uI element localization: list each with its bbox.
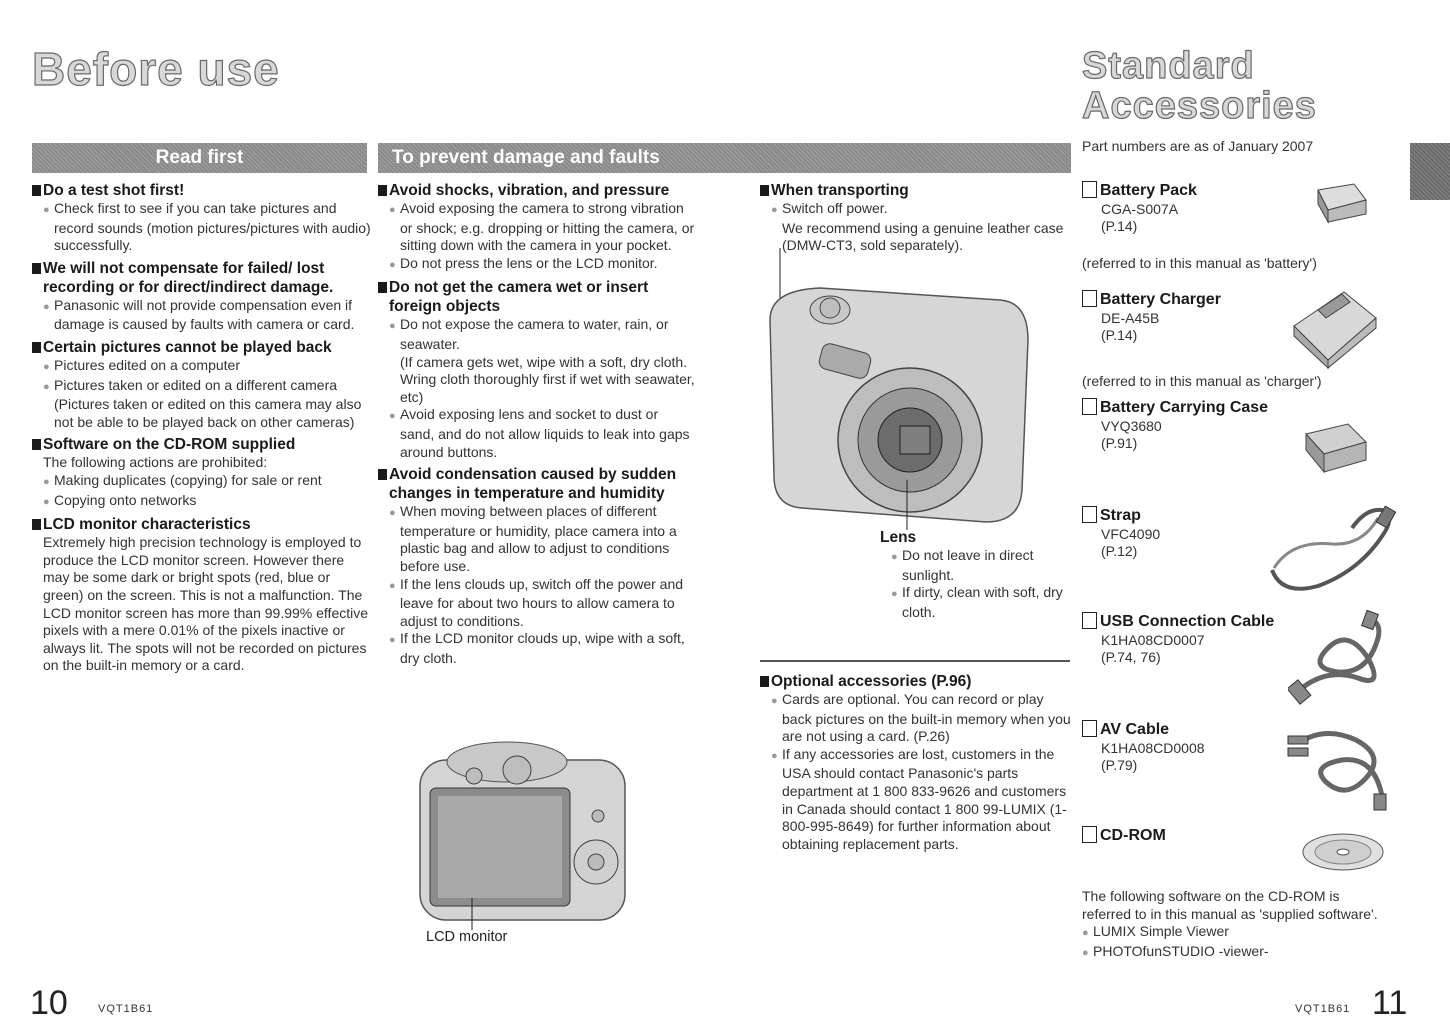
no-compensate-bullet: ● Panasonic will not provide compensation even if damage is caused by faults with camera or card. — [43, 296, 355, 333]
accessory-battery-charger: Battery Charger DE-A45B (P.14) — [1082, 290, 1282, 344]
heading-wet: Do not get the camera wet or insert foreign objects — [378, 278, 696, 316]
usb-cable-icon — [1288, 608, 1388, 708]
model-code-right: VQT1B61 — [1295, 1003, 1351, 1015]
heading-transport: When transporting — [760, 181, 1075, 200]
model-code-left: VQT1B61 — [98, 1003, 154, 1015]
heading-test-shot: Do a test shot first! — [32, 181, 372, 200]
software-item: ● LUMIX Simple Viewer — [1082, 923, 1229, 940]
lens-bullet: ● Do not leave in direct sunlight. — [891, 547, 1034, 583]
accessories-intro: Part numbers are as of January 2007 — [1082, 138, 1314, 154]
wet-bullet: ● Avoid exposing lens and socket to dust or sand, and do not allow liquids to leak into gaps around buttons. — [389, 406, 690, 460]
shocks-bullet: ● Avoid exposing the camera to strong vibration or shock; e.g. dropping or hitting the camera, or sitting down with the camera in your pocket. — [389, 200, 695, 254]
lcd-text: Extremely high precision technology is employed to produce the LCD monitor screen. However there may be some dark or bright spots (red, blue or green) on the screen. This is not a malfunction. The LCD monitor screen has more than 99.99% effective pixels with a mere 0.01% of the pixels inactive or always lit. The spots will not be recorded on pictures on the built-in memory or a card. — [43, 534, 369, 674]
read-first-column — [32, 177, 372, 675]
battery-case-icon — [1300, 420, 1372, 478]
page-title-before-use: Before use — [32, 43, 280, 95]
accessory-battery-case: Battery Carrying Case VYQ3680 (P.91) — [1082, 398, 1282, 452]
accessory-strap: Strap VFC4090 (P.12) — [1082, 506, 1282, 560]
checkbox — [1082, 290, 1097, 307]
accessory-usb-cable: USB Connection Cable K1HA08CD0007 (P.74, 76) — [1082, 612, 1282, 666]
section-divider — [760, 660, 1070, 662]
page-number-left: 10 — [30, 984, 68, 1022]
battery-charger-icon — [1288, 282, 1380, 372]
lens-label: Lens — [880, 529, 917, 546]
cd-rom-icon — [1300, 830, 1386, 874]
cd-rom-software — [1082, 888, 1382, 962]
transport-bullet: ● Switch off power. — [771, 200, 888, 216]
page-number-right: 11 — [1372, 984, 1408, 1022]
title-line-standard: Standard — [1082, 45, 1255, 87]
optional-bullet: ● If any accessories are lost, customers in the USA should contact Panasonic's parts department at 1 800 833-9626 and customers in Canada should contact 1 800 99-LUMIX (1-800-995-8649) for further information about obtaining replacement parts. — [771, 745, 1067, 852]
cannot-play-note: (Pictures taken or edited on this camera may also not be able to be played back on other cameras) — [54, 396, 362, 430]
optional-bullet: ● Cards are optional. You can record or play back pictures on the built-in memory when you are not using a card. (P.26) — [771, 691, 1071, 745]
prevent-damage-banner — [378, 143, 1071, 173]
battery-note: (referred to in this manual as 'battery') — [1082, 255, 1317, 271]
heading-no-compensate: We will not compensate for failed/ lost recording or for direct/indirect damage. — [32, 259, 372, 297]
charger-note: (referred to in this manual as 'charger') — [1082, 373, 1322, 389]
title-line-accessories: Accessories — [1082, 85, 1317, 127]
cannot-play-bullet: ● Pictures taken or edited on a different camera — [43, 376, 338, 393]
read-first-label: Read first — [155, 147, 244, 168]
battery-pack-icon — [1310, 180, 1370, 224]
transport-text: We recommend using a genuine leather case (DMW-CT3, sold separately). — [782, 219, 1064, 254]
checkbox — [1082, 720, 1097, 737]
camera-front-illustration — [760, 240, 1040, 540]
heading-software: Software on the CD-ROM supplied — [32, 435, 372, 454]
cannot-play-bullet: ● Pictures edited on a computer — [43, 356, 240, 373]
condensation-bullet: ● If the lens clouds up, switch off the power and leave for about two hours to allow camera to adjust to conditions. — [389, 575, 684, 629]
heading-optional: Optional accessories (P.96) — [760, 672, 1072, 691]
lens-bullet: ● If dirty, clean with soft, dry cloth. — [891, 584, 1063, 620]
checkbox — [1082, 181, 1097, 198]
heading-shocks: Avoid shocks, vibration, and pressure — [378, 181, 696, 200]
camera-back-illustration — [412, 730, 637, 940]
checkbox — [1082, 826, 1097, 843]
strap-icon — [1262, 500, 1402, 600]
read-first-banner — [32, 143, 367, 173]
condensation-bullet: ● If the LCD monitor clouds up, wipe with a soft, dry cloth. — [389, 630, 685, 666]
heading-condensation: Avoid condensation caused by sudden changes in temperature and humidity — [378, 465, 696, 503]
av-cable-icon — [1286, 716, 1390, 814]
lens-note — [880, 528, 1080, 621]
software-bullet: ● Making duplicates (copying) for sale or rent — [43, 471, 322, 488]
software-text: The following actions are prohibited: — [43, 454, 268, 471]
software-item: ● PHOTOfunSTUDIO -viewer- — [1082, 942, 1269, 959]
side-tab — [1410, 143, 1450, 200]
cd-rom-text: The following software on the CD-ROM is referred to in this manual as 'supplied software'. — [1082, 888, 1378, 922]
heading-lcd: LCD monitor characteristics — [32, 515, 372, 534]
checkbox — [1082, 612, 1097, 629]
checkbox — [1082, 398, 1097, 415]
checkbox — [1082, 506, 1097, 523]
lcd-monitor-label: LCD monitor — [426, 929, 508, 945]
prevent-damage-label: To prevent damage and faults — [392, 147, 660, 168]
condensation-bullet: ● When moving between places of different temperature or humidity, place camera into a plastic bag and allow to adjust to conditions before use. — [389, 503, 677, 574]
shocks-bullet: ● Do not press the lens or the LCD monitor. — [389, 254, 658, 271]
accessory-battery-pack: Battery Pack CGA-S007A (P.14) — [1082, 181, 1282, 235]
heading-cannot-play: Certain pictures cannot be played back — [32, 338, 372, 357]
prevent-column — [378, 177, 696, 667]
accessory-av-cable: AV Cable K1HA08CD0008 (P.79) — [1082, 720, 1282, 774]
accessory-cd-rom: CD-ROM — [1082, 826, 1282, 846]
wet-bullet: ● Do not expose the camera to water, rain, or seawater. — [389, 316, 669, 352]
software-bullet: ● Copying onto networks — [43, 491, 197, 508]
wet-note: (If camera gets wet, wipe with a soft, dry cloth. Wring cloth thoroughly first if wet with seawater, etc) — [400, 353, 695, 405]
optional-accessories — [760, 668, 1072, 853]
page-title-accessories — [1082, 46, 1317, 126]
test-shot-bullet: ● Check first to see if you can take pictures and record sounds (motion pictures/pictures with audio) successfully. — [43, 200, 371, 254]
